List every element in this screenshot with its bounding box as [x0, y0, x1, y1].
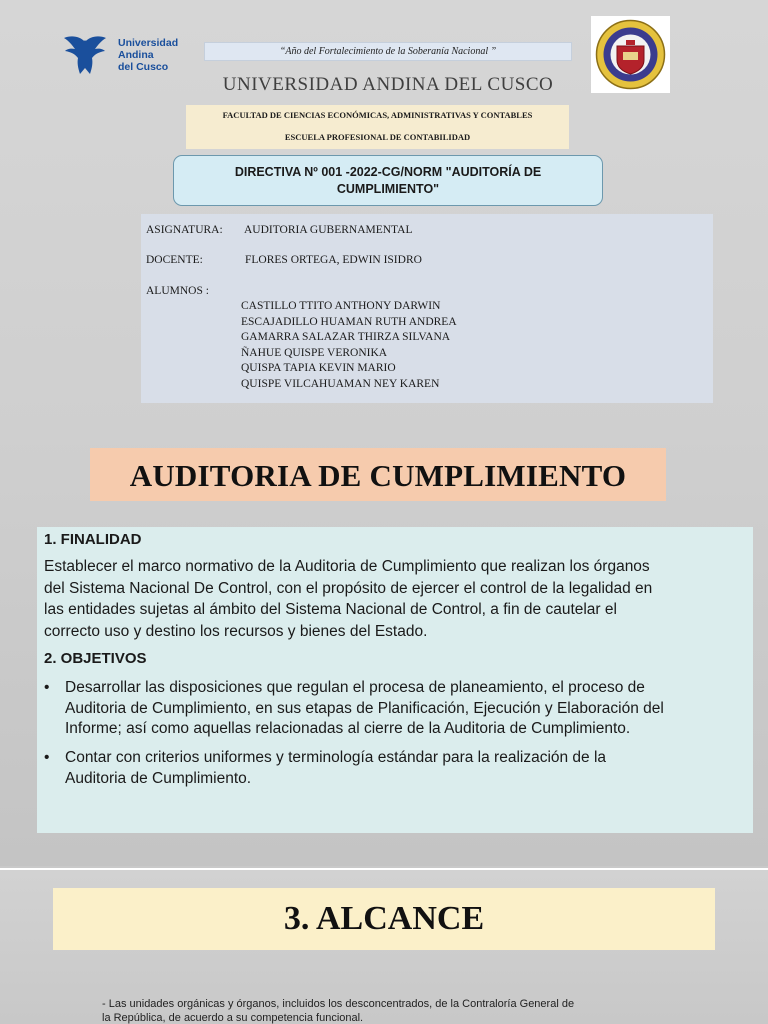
condor-icon — [62, 32, 108, 76]
bullet-icon: • — [44, 679, 50, 696]
university-logo — [62, 32, 182, 76]
objective-text — [65, 678, 750, 740]
teacher-value: FLORES ORTEGA, EDWIN ISIDRO — [245, 254, 422, 266]
paragraph-line: Establecer el marco normativo de la Auditoria de Cumplimiento que realizan los órganos — [44, 558, 650, 575]
objective-line: Informe; así como aquellas relacionadas al cierre de la Auditoria de Cumplimiento. — [65, 720, 631, 737]
objective-line: Desarrollar las disposiciones que regulan el procesa de planeamiento, el proceso de — [65, 679, 645, 696]
faculty-box — [186, 105, 569, 149]
faculty-crest — [591, 16, 670, 93]
students-label: ALUMNOS : — [146, 285, 209, 297]
student-name: ESCAJADILLO HUAMAN RUTH ANDREA — [241, 315, 457, 328]
finalidad-heading: 1. FINALIDAD — [44, 531, 142, 548]
objective-line: Auditoria de Cumplimiento, en sus etapas de Planificación, Ejecución y Elaboración del — [65, 699, 664, 717]
crest-seal-icon — [591, 16, 670, 93]
subject-label: ASIGNATURA: — [146, 224, 223, 236]
directive-line: CUMPLIMIENTO" — [336, 182, 440, 196]
motto-banner: “Año del Fortalecimiento de la Soberanía Nacional ” — [204, 42, 572, 61]
bullet-icon: • — [44, 749, 50, 766]
course-info-box — [141, 214, 713, 403]
logo-text — [118, 37, 178, 73]
paragraph-line: las entidades sujetas al ámbito del Sistema Nacional de Control, a fin de cautelar el — [44, 601, 617, 618]
logo-line: del Cusco — [118, 61, 169, 73]
student-name: GAMARRA SALAZAR THIRZA SILVANA — [241, 331, 451, 343]
objetivos-heading: 2. OBJETIVOS — [44, 650, 147, 667]
school-name: ESCUELA PROFESIONAL DE CONTABILIDAD — [284, 132, 471, 142]
finalidad-paragraph — [44, 556, 744, 642]
faculty-name: FACULTAD DE CIENCIAS ECONÓMICAS, ADMINISTRATIVAS Y CONTABLES — [222, 110, 533, 120]
student-name: CASTILLO TTITO ANTHONY DARWIN — [241, 300, 441, 312]
directive-box — [173, 155, 603, 206]
paragraph-line: del Sistema Nacional De Control, con el propósito de ejercer el control de la legalidad en — [44, 579, 653, 597]
alcance-line: - Las unidades orgánicas y órganos, incluidos los desconcentrados, de la Contraloría General de — [102, 998, 575, 1010]
logo-line: Andina — [118, 49, 154, 61]
main-title: AUDITORIA DE CUMPLIMIENTO — [90, 448, 666, 501]
objective-text — [65, 748, 750, 789]
content-box — [37, 527, 753, 833]
student-name: QUISPE VILCAHUAMAN NEY KAREN — [241, 377, 440, 390]
alcance-heading: 3. ALCANCE — [53, 888, 715, 950]
paragraph-line: correcto uso y destino los recursos y bienes del Estado. — [44, 622, 428, 640]
student-name: QUISPA TAPIA KEVIN MARIO — [241, 362, 396, 374]
university-title: UNIVERSIDAD ANDINA DEL CUSCO — [222, 74, 554, 95]
objective-line: Contar con criterios uniformes y terminología estándar para la realización de la — [65, 749, 607, 766]
objective-line: Auditoria de Cumplimiento. — [65, 769, 252, 787]
alcance-text — [102, 997, 662, 1024]
logo-line: Universidad — [118, 37, 179, 49]
directive-line: DIRECTIVA Nº 001 -2022-CG/NORM "AUDITORÍA DE — [234, 165, 542, 179]
student-name: ÑAHUE QUISPE VERONIKA — [241, 346, 388, 359]
subject-value: AUDITORIA GUBERNAMENTAL — [244, 224, 413, 236]
alcance-line: la República, de acuerdo a su competencia funcional. — [102, 1012, 364, 1024]
teacher-label: DOCENTE: — [146, 254, 203, 266]
